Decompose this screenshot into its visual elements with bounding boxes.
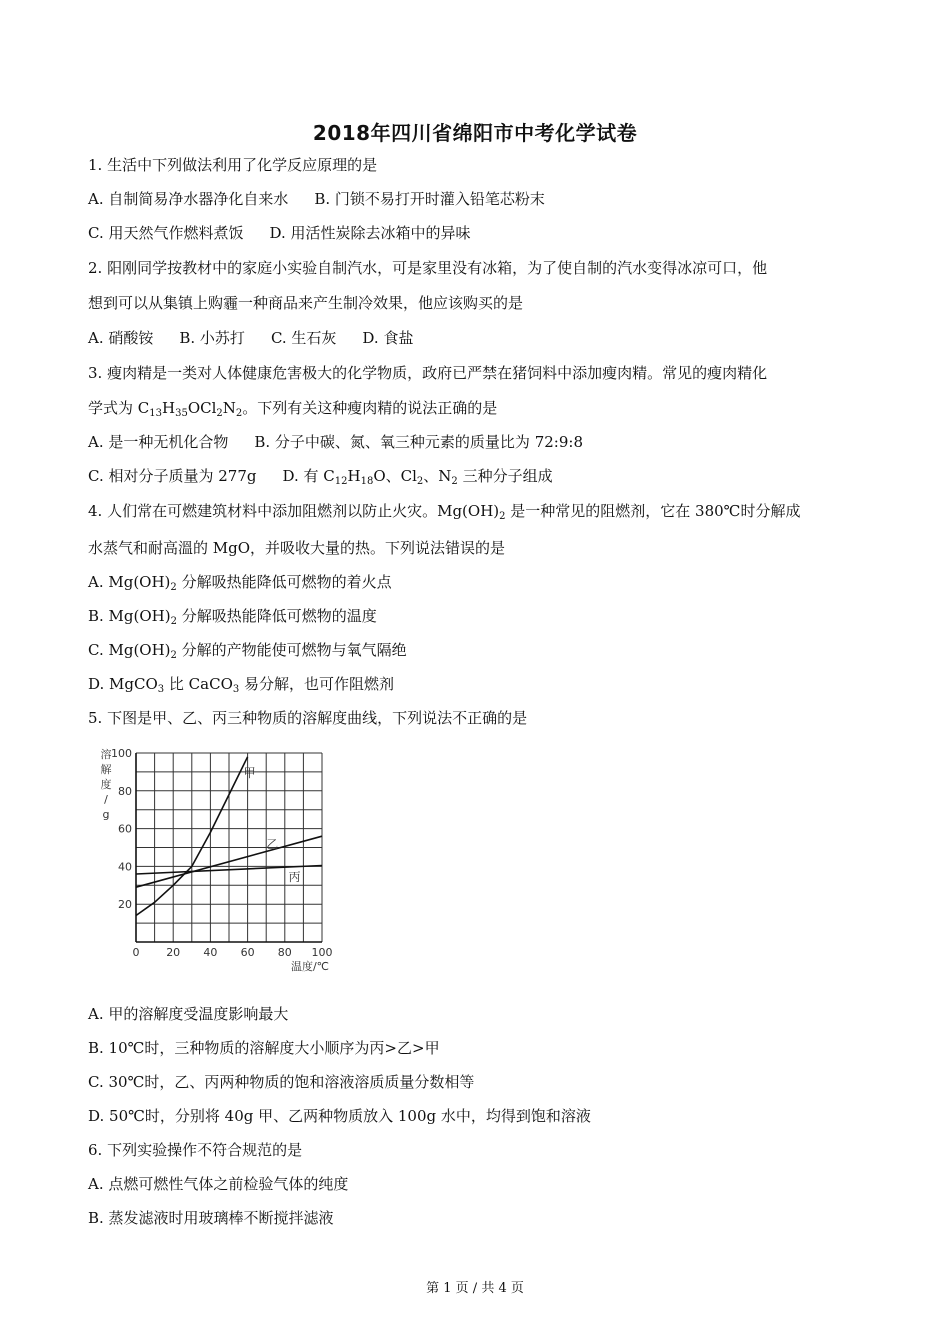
page-title: 2018年四川省绵阳市中考化学试卷 [312, 121, 638, 145]
q3-option-d: D. 有 $C_{12}H_{18}O$、$Cl_2$、$N_2$ 三种分子组成 [282, 467, 553, 487]
q4-option-d: D. MgCO$_3$ 比 CaCO$_3$ 易分解，也可作阻燃剂 [88, 675, 395, 695]
solubility-chart [96, 744, 342, 976]
q3-stem-line1: 3. 瘦肉精是一类对人体健康危害极大的化学物质，政府已严禁在猪饲料中添加瘦肉精。常见的瘦肉精化 [88, 364, 768, 382]
q3-option-a: A. 是一种无机化合物 [88, 433, 229, 451]
x-axis-label: 温度/℃ [290, 960, 330, 973]
q1-options-ab [88, 189, 863, 209]
q3-options-ab [88, 432, 863, 452]
x-tick-label: 20 [166, 946, 181, 959]
q1-option-d: D. 用活性炭除去冰箱中的异味 [269, 224, 471, 242]
q6-stem: 6. 下列实验操作不符合规范的是 [88, 1141, 303, 1159]
x-tick-label: 0 [132, 946, 140, 959]
y-tick-label: 60 [118, 822, 132, 836]
q2-stem-line1: 2. 阳刚同学按教材中的家庭小实验自制汽水，可是家里没有冰箱，为了使自制的汽水变得冰凉可口，他 [88, 259, 768, 277]
q3-stem-line2: 学式为 $C_{13}H_{35}OCl_2N_2$。下列有关这种瘦肉精的说法正确的是 [88, 399, 498, 419]
q3-option-b: B. 分子中碳、氮、氧三种元素的质量比为 72:9:8 [254, 433, 583, 451]
y-axis-label-char: / [104, 793, 108, 806]
q5-stem: 5. 下图是甲、乙、丙三种物质的溶解度曲线，下列说法不正确的是 [88, 709, 528, 727]
q1-options-cd [88, 223, 863, 243]
y-tick-label: 20 [118, 898, 132, 912]
page-footer: 第 1 页 / 共 4 页 [426, 1281, 524, 1296]
y-axis-label-char: g [102, 808, 110, 821]
q4-option-a: A. $Mg(OH)_2$ 分解吸热能降低可燃物的着火点 [88, 573, 392, 593]
y-axis-label-char: 度 [100, 778, 112, 791]
q1-option-c: C. 用天然气作燃料煮饭 [88, 224, 244, 242]
y-tick-label: 100 [111, 747, 132, 760]
series-label-3: 丙 [288, 869, 301, 884]
q6-option-a: A. 点燃可燃性气体之前检验气体的纯度 [88, 1175, 349, 1193]
q1-stem: 1. 生活中下列做法利用了化学反应原理的是 [88, 156, 378, 174]
q2-option-b: B. 小苏打 [179, 329, 245, 347]
q5-option-b: B. 10℃时，三种物质的溶解度大小顺序为丙>乙>甲 [88, 1039, 440, 1057]
x-tick-label: 100 [311, 946, 333, 959]
q2-option-a: A. 硝酸铵 [88, 329, 154, 347]
y-tick-label: 40 [118, 860, 132, 874]
q5-option-c: C. 30℃时，乙、丙两种物质的饱和溶液溶质质量分数相等 [88, 1073, 475, 1091]
q1-option-a: A. 自制简易净水器净化自来水 [88, 190, 289, 208]
y-axis-label-char: 溶 [100, 748, 112, 761]
x-tick-label: 80 [277, 946, 292, 959]
x-tick-label: 40 [203, 946, 218, 959]
q4-option-b: B. $Mg(OH)_2$ 分解吸热能降低可燃物的温度 [88, 607, 377, 627]
y-axis-label-char: 解 [100, 763, 112, 776]
q5-option-d: D. 50℃时，分别将 40g 甲、乙两种物质放入 100g 水中，均得到饱和溶液 [88, 1107, 591, 1125]
q2-options [88, 328, 863, 348]
q4-option-c: C. $Mg(OH)_2$ 分解的产物能使可燃物与氧气隔绝 [88, 641, 407, 661]
q4-stem-line1: 4. 人们常在可燃建筑材料中添加阻燃剂以防止火灾。$Mg(OH)_2$ 是一种常见的阻燃剂，它在 380℃时分解成 [88, 502, 801, 522]
series-label-1: 甲 [243, 765, 256, 780]
q3-option-c: C. 相对分子质量为 277g [88, 467, 257, 485]
q4-stem-line2: 水蒸气和耐高溫的 MgO，并吸收大量的热。下列说法错误的是 [88, 539, 506, 557]
q2-option-d: D. 食盐 [362, 329, 414, 347]
q5-option-a: A. 甲的溶解度受温度影响最大 [88, 1005, 289, 1023]
q3-options-cd [88, 466, 863, 492]
q2-option-c: C. 生石灰 [270, 329, 337, 347]
q6-option-b: B. 蒸发滤液时用玻璃棒不断搅拌滤液 [88, 1209, 334, 1227]
q2-stem-line2: 想到可以从集镇上购霾一种商品来产生制冷效果，他应该购买的是 [88, 294, 524, 312]
q1-option-b: B. 门锁不易打开时灌入铅笔芯粉末 [314, 190, 545, 208]
y-tick-label: 80 [118, 784, 132, 798]
series-label-2: 乙 [266, 837, 279, 852]
x-tick-label: 60 [240, 946, 255, 959]
